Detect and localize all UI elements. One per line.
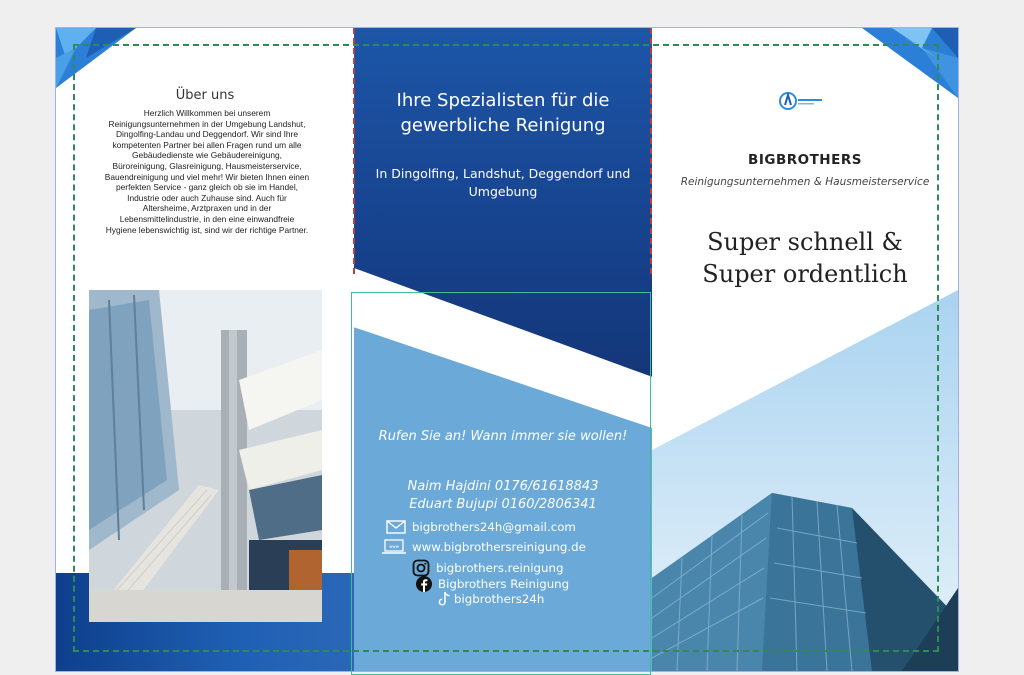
instagram-text: bigbrothers.reinigung <box>436 561 564 575</box>
about-text[interactable]: Herzlich Willkommen bei unserem Reinigungsunternehmen in der Umgebung Landshut, Dingolfing-Landau und Deggendorf. Wir sind Ihre kompetenten Partner bei allen Fragen rund um alle Gebäudedienste wie Gebäudereinigung, Büroreinigung, Glasreinigung, Hausmeisterservice, Bauendreinigung und viel mehr! Wir bieten Ihnen einen perfekten Service - ganz gleich ob sie im Handel, Industrie oder auch Zuhause sind. Auch für Altersheime, Arztpraxen und in der Lebensmittelindustrie, in den eine einwandfreie Hygiene lebenswichtig ist, sind wir der richtige Partner. <box>104 108 310 235</box>
selection-box[interactable] <box>351 292 651 675</box>
decorative-triangles <box>56 28 136 88</box>
building-interior-photo[interactable] <box>89 290 322 622</box>
glass-building-image[interactable] <box>652 468 958 671</box>
facebook-text: Bigbrothers Reinigung <box>438 577 570 591</box>
call-to-action[interactable]: Rufen Sie an! Wann immer sie wollen! <box>378 429 628 444</box>
slogan-line-1: Super schnell & <box>707 228 903 256</box>
fold-line-right <box>650 28 652 274</box>
svg-text:www: www <box>389 544 399 549</box>
about-heading[interactable]: Über uns <box>175 88 235 103</box>
fold-line-left <box>353 28 355 274</box>
slogan-line-2: Super ordentlich <box>702 260 908 288</box>
panel-cover[interactable] <box>652 28 958 671</box>
decorative-triangles <box>862 28 958 98</box>
headline[interactable]: Ihre Spezialisten für die gewerbliche Reinigung <box>396 90 610 136</box>
brand-name[interactable]: BIGBROTHERS <box>748 152 862 168</box>
web-text: www.bigbrothersreinigung.de <box>412 540 586 554</box>
company-logo[interactable] <box>779 90 825 112</box>
phone-entry-1: Naim Hajdini 0176/61618843 <box>407 479 599 494</box>
service-area[interactable]: In Dingolfing, Landshut, Deggendorf und Umgebung <box>375 166 631 199</box>
slogan[interactable] <box>652 226 958 290</box>
tiktok-text: bigbrothers24h <box>454 592 545 606</box>
panel-about[interactable] <box>56 28 354 671</box>
brand-tagline[interactable]: Reinigungsunternehmen & Hausmeisterservice <box>680 176 930 188</box>
email-text: bigbrothers24h@gmail.com <box>412 520 576 534</box>
phone-entry-2: Eduart Bujupi 0160/2806341 <box>409 497 597 512</box>
